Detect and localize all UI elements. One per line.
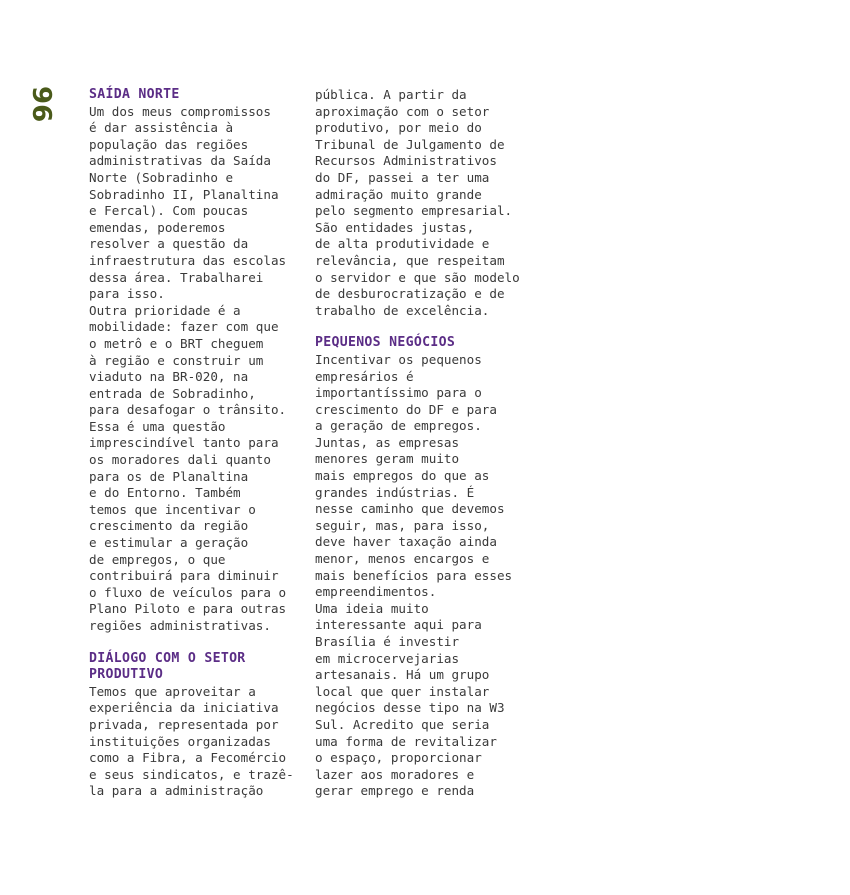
body-text-line: para desafogar o trânsito.: [89, 402, 287, 418]
body-text-line: artesanais. Há um grupo: [315, 667, 490, 683]
body-text-line: a geração de empregos.: [315, 418, 482, 434]
body-text-line: infraestrutura das escolas: [89, 252, 287, 268]
body-text-line: lazer aos moradores e: [315, 766, 475, 782]
body-text-line: dessa área. Trabalharei: [89, 269, 264, 285]
body-text-line: imprescindível tanto para: [89, 435, 279, 451]
body-text-line: empreendimentos.: [315, 584, 437, 600]
article-section: [315, 87, 537, 319]
body-text-line: como a Fibra, a Fecomércio: [89, 750, 287, 766]
heading-line: PEQUENOS NEGÓCIOS: [315, 335, 456, 351]
body-text-line: seguir, mas, para isso,: [315, 517, 490, 533]
section-body: [315, 87, 537, 319]
body-text-line: o metrô e o BRT cheguem: [89, 335, 264, 351]
section-body: [89, 684, 311, 800]
body-text-line: Sul. Acredito que seria: [315, 716, 490, 732]
body-text-line: viaduto na BR-020, na: [89, 369, 249, 385]
right-column: [315, 87, 537, 800]
body-text-line: do DF, passei a ter uma: [315, 169, 490, 185]
body-text-line: experiência da iniciativa: [89, 700, 279, 716]
body-text-line: e do Entorno. Também: [89, 485, 241, 501]
body-text-line: Plano Piloto e para outras: [89, 601, 287, 617]
body-text-line: Um dos meus compromissos: [89, 103, 271, 119]
body-text-line: grandes indústrias. É: [315, 484, 475, 500]
body-text-line: de empregos, o que: [89, 551, 226, 567]
body-text-line: uma forma de revitalizar: [315, 733, 497, 749]
heading-line: SAÍDA NORTE: [89, 87, 180, 102]
body-text-line: admiração muito grande: [315, 186, 482, 202]
article-section: [89, 635, 311, 800]
body-text-line: temos que incentivar o: [89, 501, 256, 517]
body-text-line: é dar assistência à: [89, 120, 234, 136]
page-number: 96: [26, 86, 56, 123]
body-text-line: negócios desse tipo na W3: [315, 700, 505, 716]
body-text-line: e estimular a geração: [89, 535, 249, 551]
body-text-line: pelo segmento empresarial.: [315, 203, 513, 219]
body-text-line: menor, menos encargos e: [315, 551, 490, 567]
body-text-line: Outra prioridade é a: [89, 302, 241, 318]
body-text-line: São entidades justas,: [315, 219, 475, 235]
body-text-line: e seus sindicatos, e trazê-: [89, 766, 294, 782]
body-text-line: relevância, que respeitam: [315, 252, 505, 268]
body-text-line: para isso.: [89, 286, 165, 302]
body-text-line: resolver a questão da: [89, 236, 249, 252]
body-text-line: Temos que aproveitar a: [89, 683, 256, 699]
body-text-line: população das regiões: [89, 136, 249, 152]
body-text-line: emendas, poderemos: [89, 219, 226, 235]
body-text-line: de desburocratização e de: [315, 286, 505, 302]
body-text-line: o fluxo de veículos para o: [89, 584, 287, 600]
body-text-line: Incentivar os pequenos: [315, 351, 482, 367]
body-text-line: entrada de Sobradinho,: [89, 385, 256, 401]
body-text-line: os moradores dali quanto: [89, 452, 271, 468]
body-text-line: interessante aqui para: [315, 617, 482, 633]
article-section: [315, 319, 537, 800]
body-text-line: gerar emprego e renda: [315, 783, 475, 799]
body-text-line: em microcervejarias: [315, 650, 460, 666]
body-text-line: deve haver taxação ainda: [315, 534, 497, 550]
body-text-line: contribuirá para diminuir: [89, 568, 279, 584]
heading-line: PRODUTIVO: [89, 667, 164, 683]
body-text-line: regiões administrativas.: [89, 618, 271, 633]
section-body: [89, 104, 311, 635]
body-text-line: Essa é uma questão: [89, 418, 226, 434]
body-text-line: para os de Planaltina: [89, 468, 249, 484]
body-text-line: privada, representada por: [89, 716, 279, 732]
body-text-line: importantíssimo para o: [315, 385, 482, 401]
body-text-line: local que quer instalar: [315, 683, 490, 699]
left-column: [89, 87, 311, 800]
body-text-line: Sobradinho II, Planaltina: [89, 186, 279, 202]
body-text-line: instituições organizadas: [89, 733, 271, 749]
body-text-line: Brasília é investir: [315, 634, 460, 649]
section-body: [315, 352, 537, 800]
body-text-line: aproximação com o setor: [315, 103, 490, 119]
body-text-line: la para a administração: [89, 783, 264, 799]
body-text-line: o servidor e que são modelo: [315, 269, 520, 285]
body-text-line: nesse caminho que devemos: [315, 501, 505, 517]
body-text-line: à região e construir um: [89, 352, 264, 368]
body-text-line: mobilidade: fazer com que: [89, 319, 279, 335]
body-text-line: administrativas da Saída: [89, 153, 271, 169]
body-text-line: trabalho de excelência.: [315, 302, 490, 318]
body-text-line: Recursos Administrativos: [315, 153, 497, 169]
body-text-line: e Fercal). Com poucas: [89, 203, 249, 219]
section-heading: [315, 335, 537, 352]
article-section: [89, 87, 311, 635]
section-heading: [89, 87, 311, 104]
body-text-line: crescimento do DF e para: [315, 401, 497, 417]
heading-line: DIÁLOGO COM O SETOR: [89, 650, 246, 666]
body-text-line: menores geram muito: [315, 451, 460, 467]
body-text-line: pública. A partir da: [315, 87, 467, 102]
body-text-line: Norte (Sobradinho e: [89, 169, 234, 185]
section-gap: [89, 635, 311, 651]
body-text-line: crescimento da região: [89, 518, 249, 534]
body-text-line: empresários é: [315, 368, 414, 384]
body-text-line: mais empregos do que as: [315, 468, 490, 484]
section-gap: [315, 319, 537, 335]
body-text-line: Juntas, as empresas: [315, 434, 460, 450]
body-text-line: Uma ideia muito: [315, 600, 429, 616]
section-heading: [89, 651, 311, 684]
body-text-line: o espaço, proporcionar: [315, 750, 482, 766]
body-text-line: produtivo, por meio do: [315, 120, 482, 136]
body-text-line: Tribunal de Julgamento de: [315, 136, 505, 152]
body-text-line: de alta produtividade e: [315, 236, 490, 252]
body-text-line: mais benefícios para esses: [315, 567, 513, 583]
